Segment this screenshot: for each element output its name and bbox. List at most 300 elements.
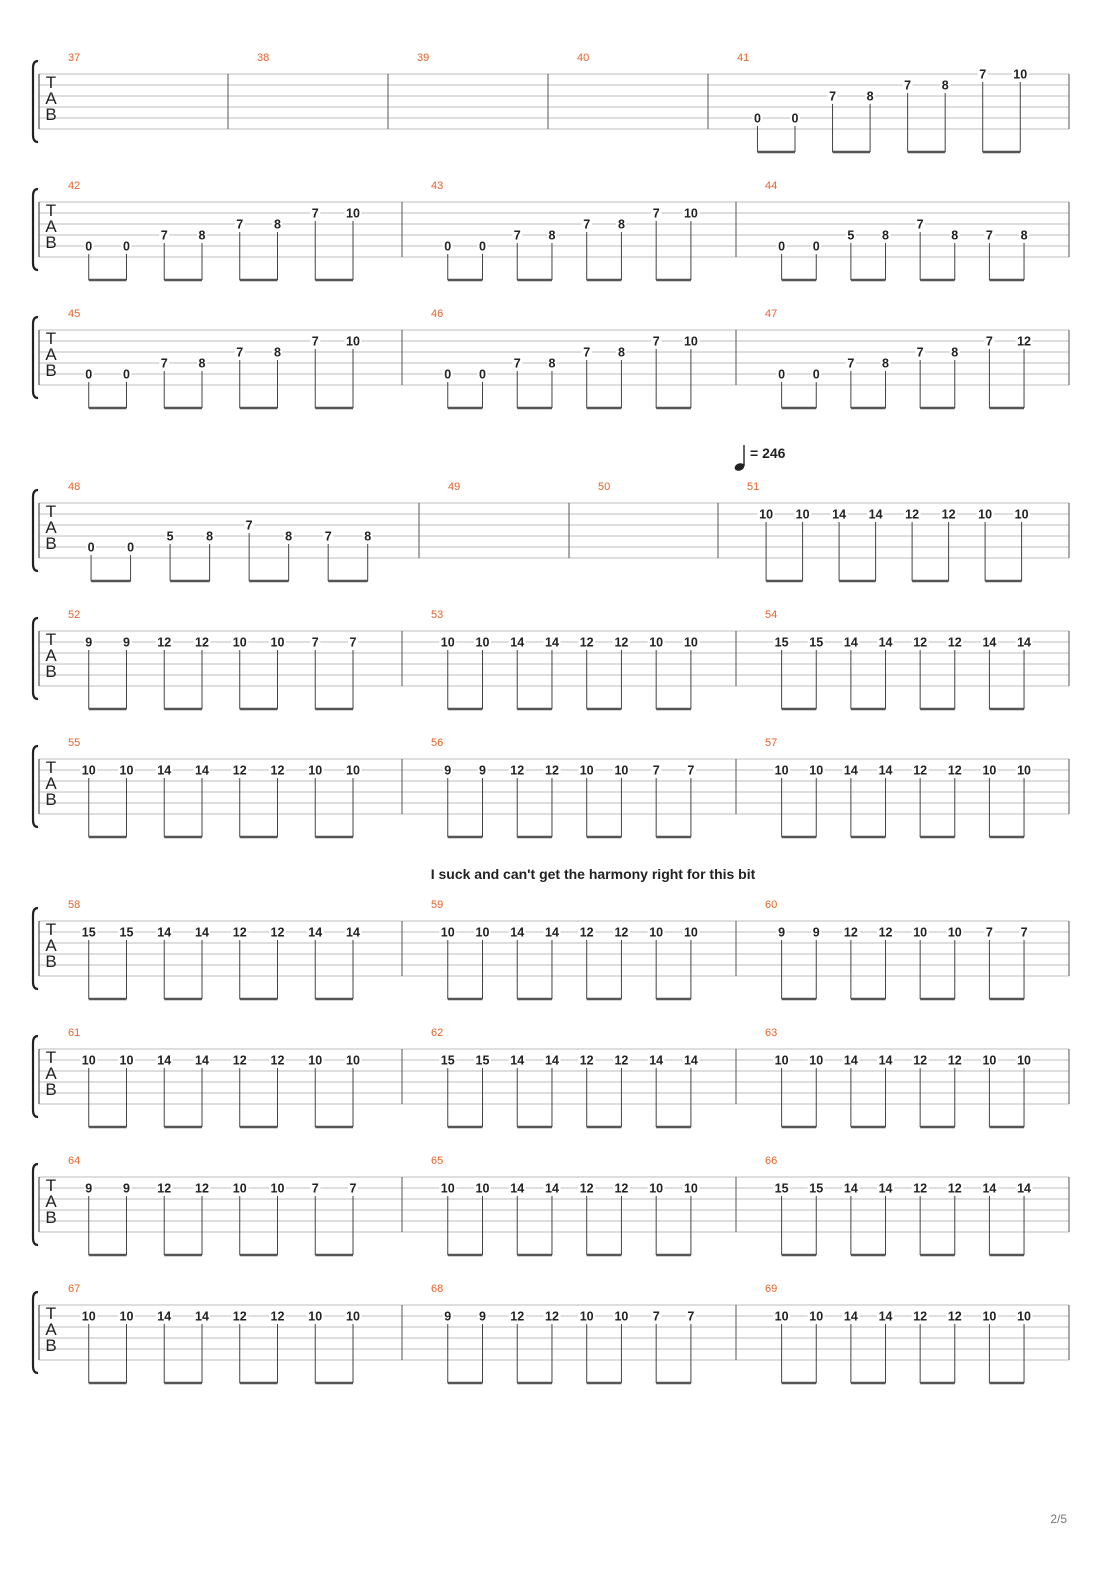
- fret-number: 10: [649, 925, 664, 940]
- measure-number: 37: [68, 52, 81, 64]
- measure-number: 44: [765, 180, 778, 192]
- fret-number: 9: [123, 1181, 130, 1196]
- fret-number: 10: [346, 763, 360, 778]
- fret-number: 15: [81, 925, 96, 940]
- fret-number: 14: [157, 1309, 172, 1324]
- fret-number: 10: [346, 1053, 360, 1068]
- fret-number: 12: [579, 1181, 594, 1196]
- tempo-label: = 246: [750, 445, 786, 461]
- fret-number: 7: [311, 206, 319, 221]
- fret-number: 7: [1020, 925, 1028, 940]
- fret-number: 10: [614, 1309, 629, 1324]
- fret-number: 0: [444, 367, 452, 382]
- fret-number: 14: [868, 507, 883, 522]
- fret-number: 12: [232, 1053, 247, 1068]
- fret-number: 10: [795, 507, 810, 522]
- fret-number: 8: [951, 345, 959, 360]
- fret-number: 0: [778, 239, 786, 254]
- fret-number: 7: [311, 334, 319, 349]
- fret-number: 8: [941, 78, 949, 93]
- fret-number: 7: [583, 345, 591, 360]
- fret-number: 14: [545, 925, 559, 940]
- tab-clef-letter: A: [45, 89, 57, 108]
- fret-number: 15: [809, 1181, 824, 1196]
- fret-number: 0: [812, 239, 820, 254]
- measure-number: 40: [577, 52, 590, 64]
- measure: [431, 1027, 699, 1127]
- fret-number: 10: [475, 635, 490, 650]
- fret-number: 15: [475, 1053, 490, 1068]
- staff-system: [33, 899, 1069, 999]
- fret-number: 14: [878, 763, 893, 778]
- fret-number: 5: [847, 228, 855, 243]
- fret-number: 5: [166, 529, 174, 544]
- fret-number: 14: [843, 763, 858, 778]
- measure: [765, 180, 1029, 280]
- tab-clef-letter: B: [45, 534, 57, 553]
- tab-clef-letter: B: [45, 1208, 57, 1227]
- fret-number: 10: [809, 1053, 824, 1068]
- measure-number: 43: [431, 180, 444, 192]
- measure-number: 54: [765, 609, 778, 621]
- measure-number: 69: [765, 1283, 778, 1295]
- fret-number: 10: [232, 1181, 247, 1196]
- fret-number: 12: [947, 763, 962, 778]
- measure-number: 58: [68, 899, 81, 911]
- fret-number: 7: [847, 356, 855, 371]
- fret-number: 14: [157, 925, 172, 940]
- fret-number: 7: [513, 228, 521, 243]
- fret-number: 15: [774, 1181, 789, 1196]
- measure-number: 55: [68, 737, 81, 749]
- fret-number: 0: [479, 239, 486, 254]
- tab-clef-letter: T: [45, 1304, 57, 1323]
- fret-number: 10: [683, 925, 698, 940]
- fret-number: 0: [753, 111, 761, 126]
- fret-number: 9: [123, 635, 130, 650]
- fret-number: 12: [157, 1181, 172, 1196]
- measure-number: 41: [737, 52, 750, 64]
- measure-number: 57: [765, 737, 778, 749]
- measure-number: 65: [431, 1155, 444, 1167]
- measure: [431, 1155, 699, 1255]
- fret-number: 12: [510, 763, 525, 778]
- measure-number: 45: [68, 308, 81, 320]
- fret-number: 10: [346, 334, 360, 349]
- fret-number: 12: [579, 925, 594, 940]
- measure: [448, 481, 460, 493]
- fret-number: 14: [545, 1053, 559, 1068]
- fret-number: 10: [308, 763, 323, 778]
- fret-number: 8: [548, 228, 556, 243]
- fret-number: 12: [270, 1309, 285, 1324]
- tab-clef-letter: B: [45, 1336, 57, 1355]
- fret-number: 14: [1017, 1181, 1031, 1196]
- fret-number: 7: [687, 1309, 695, 1324]
- fret-number: 7: [985, 334, 993, 349]
- fret-number: 8: [617, 345, 625, 360]
- fret-number: 0: [85, 367, 93, 382]
- tab-clef-letter: T: [45, 73, 57, 92]
- tab-clef-letter: A: [45, 518, 57, 537]
- fret-number: 10: [947, 925, 962, 940]
- fret-number: 8: [617, 217, 625, 232]
- fret-number: 12: [614, 1181, 629, 1196]
- measure: [68, 899, 361, 999]
- tab-clef-letter: T: [45, 920, 57, 939]
- fret-number: 10: [475, 1181, 490, 1196]
- fret-number: 10: [440, 1181, 455, 1196]
- fret-number: 12: [1017, 334, 1031, 349]
- fret-number: 10: [1017, 763, 1031, 778]
- fret-number: 10: [579, 763, 594, 778]
- staff-system: [33, 481, 1069, 581]
- tab-clef-letter: B: [45, 361, 57, 380]
- tab-clef-letter: B: [45, 105, 57, 124]
- fret-number: 14: [649, 1053, 664, 1068]
- staff-system: [33, 180, 1069, 280]
- fret-number: 7: [349, 635, 357, 650]
- fret-number: 12: [941, 507, 956, 522]
- tab-clef-letter: A: [45, 774, 57, 793]
- systems-layer: [33, 52, 1069, 1383]
- fret-number: 14: [195, 1053, 209, 1068]
- tab-clef-letter: B: [45, 662, 57, 681]
- fret-number: 14: [157, 763, 172, 778]
- tab-clef-letter: T: [45, 1176, 57, 1195]
- fret-number: 12: [510, 1309, 525, 1324]
- measure-number: 62: [431, 1027, 444, 1039]
- fret-number: 14: [195, 1309, 209, 1324]
- fret-number: 7: [160, 356, 168, 371]
- fret-number: 10: [759, 507, 774, 522]
- fret-number: 0: [127, 540, 135, 555]
- fret-number: 12: [843, 925, 858, 940]
- fret-number: 9: [444, 763, 452, 778]
- fret-number: 9: [85, 1181, 93, 1196]
- fret-number: 12: [270, 925, 285, 940]
- tab-clef-letter: T: [45, 329, 57, 348]
- fret-number: 7: [652, 1309, 660, 1324]
- fret-number: 9: [778, 925, 786, 940]
- fret-number: 10: [1014, 507, 1029, 522]
- fret-number: 0: [85, 239, 93, 254]
- measure: [431, 1283, 696, 1383]
- fret-number: 10: [1013, 67, 1028, 82]
- fret-number: 7: [311, 1181, 319, 1196]
- fret-number: 12: [878, 925, 893, 940]
- measure-number: 59: [431, 899, 444, 911]
- fret-number: 10: [978, 507, 993, 522]
- measure: [765, 1155, 1033, 1255]
- fret-number: 12: [947, 1181, 962, 1196]
- fret-number: 7: [236, 217, 244, 232]
- staff-system: [33, 52, 1069, 152]
- staff-system: [33, 1027, 1069, 1127]
- fret-number: 7: [583, 217, 591, 232]
- fret-number: 7: [904, 78, 912, 93]
- fret-number: 14: [510, 635, 525, 650]
- fret-number: 8: [285, 529, 293, 544]
- fret-number: 10: [346, 1309, 360, 1324]
- staff-system: [33, 737, 1069, 837]
- fret-number: 12: [270, 1053, 285, 1068]
- fret-number: 10: [270, 1181, 285, 1196]
- fret-number: 14: [195, 925, 209, 940]
- tab-clef-letter: T: [45, 201, 57, 220]
- measure: [68, 1027, 361, 1127]
- fret-number: 15: [119, 925, 134, 940]
- fret-number: 10: [774, 1309, 789, 1324]
- measure: [68, 52, 80, 64]
- measure: [431, 737, 696, 837]
- fret-number: 7: [652, 763, 660, 778]
- fret-number: 0: [123, 239, 130, 254]
- fret-number: 14: [832, 507, 847, 522]
- fret-number: 10: [346, 206, 360, 221]
- fret-number: 10: [440, 635, 455, 650]
- fret-number: 10: [81, 763, 96, 778]
- measure: [68, 180, 361, 280]
- fret-number: 10: [440, 925, 455, 940]
- fret-number: 14: [346, 925, 360, 940]
- fret-number: 7: [324, 529, 332, 544]
- tab-clef-letter: B: [45, 790, 57, 809]
- measure: [765, 609, 1033, 709]
- tab-clef-letter: A: [45, 1320, 57, 1339]
- fret-number: 9: [812, 925, 820, 940]
- measure-number: 39: [417, 52, 430, 64]
- system-bracket: [33, 1036, 38, 1117]
- fret-number: 8: [206, 529, 214, 544]
- system-bracket: [33, 1292, 38, 1373]
- fret-number: 12: [913, 1053, 928, 1068]
- measure: [68, 737, 361, 837]
- measure-number: 42: [68, 180, 81, 192]
- fret-number: 12: [913, 635, 928, 650]
- page-number: 2/5: [1050, 1512, 1067, 1526]
- staff-system: [33, 308, 1069, 408]
- fret-number: 12: [913, 1181, 928, 1196]
- fret-number: 14: [843, 1053, 858, 1068]
- fret-number: 10: [579, 1309, 594, 1324]
- measure-number: 46: [431, 308, 444, 320]
- fret-number: 10: [982, 763, 997, 778]
- system-bracket: [33, 1164, 38, 1245]
- staff-system: [33, 609, 1069, 709]
- system-bracket: [33, 746, 38, 827]
- fret-number: 7: [513, 356, 521, 371]
- measure-number: 51: [747, 481, 760, 493]
- fret-number: 0: [778, 367, 786, 382]
- quarter-note-icon: [734, 445, 746, 472]
- fret-number: 14: [545, 635, 559, 650]
- fret-number: 10: [683, 1181, 698, 1196]
- fret-number: 10: [308, 1053, 323, 1068]
- fret-number: 8: [882, 356, 889, 371]
- fret-number: 7: [236, 345, 244, 360]
- tab-clef-letter: B: [45, 1080, 57, 1099]
- fret-number: 10: [1017, 1309, 1031, 1324]
- fret-number: 9: [479, 763, 486, 778]
- fret-number: 8: [866, 89, 874, 104]
- measure-number: 68: [431, 1283, 444, 1295]
- fret-number: 15: [774, 635, 789, 650]
- fret-number: 10: [683, 635, 698, 650]
- system-bracket: [33, 618, 38, 699]
- fret-number: 7: [160, 228, 168, 243]
- measure-number: 61: [68, 1027, 81, 1039]
- fret-number: 14: [195, 763, 209, 778]
- tab-clef-letter: B: [45, 233, 57, 252]
- tab-clef-letter: A: [45, 345, 57, 364]
- fret-number: 10: [683, 206, 698, 221]
- measure: [417, 52, 429, 64]
- fret-number: 15: [809, 635, 824, 650]
- fret-number: 10: [649, 635, 664, 650]
- measure-number: 48: [68, 481, 81, 493]
- fret-number: 0: [479, 367, 486, 382]
- text-annotation: I suck and can't get the harmony right for this bit: [430, 866, 756, 882]
- measure: [765, 308, 1033, 408]
- fret-number: 12: [232, 925, 247, 940]
- fret-number: 7: [916, 345, 924, 360]
- fret-number: 10: [232, 635, 247, 650]
- measure: [577, 52, 589, 64]
- fret-number: 15: [440, 1053, 455, 1068]
- fret-number: 8: [274, 345, 281, 360]
- fret-number: 12: [913, 1309, 928, 1324]
- measure: [431, 609, 699, 709]
- system-bracket: [33, 189, 38, 270]
- fret-number: 8: [364, 529, 372, 544]
- fret-number: 14: [545, 1181, 559, 1196]
- measure: [68, 1283, 361, 1383]
- measure: [765, 899, 1029, 999]
- fret-number: 10: [982, 1053, 997, 1068]
- measure: [431, 180, 699, 280]
- measure: [747, 481, 1030, 581]
- fret-number: 7: [687, 763, 695, 778]
- fret-number: 7: [979, 67, 987, 82]
- fret-number: 12: [947, 635, 962, 650]
- fret-number: 14: [683, 1053, 698, 1068]
- measure-number: 66: [765, 1155, 778, 1167]
- fret-number: 12: [232, 763, 247, 778]
- measure-number: 47: [765, 308, 778, 320]
- fret-number: 9: [85, 635, 93, 650]
- tab-clef-letter: B: [45, 952, 57, 971]
- tab-clef-letter: A: [45, 936, 57, 955]
- fret-number: 8: [198, 228, 206, 243]
- fret-number: 14: [510, 1053, 525, 1068]
- measure: [765, 1283, 1033, 1383]
- fret-number: 7: [311, 635, 319, 650]
- tab-clef-letter: T: [45, 502, 57, 521]
- measure: [765, 737, 1033, 837]
- fret-number: 10: [119, 1309, 134, 1324]
- fret-number: 10: [774, 763, 789, 778]
- fret-number: 12: [545, 763, 559, 778]
- fret-number: 12: [947, 1053, 962, 1068]
- staff-system: [33, 1283, 1069, 1383]
- fret-number: 8: [882, 228, 889, 243]
- fret-number: 14: [157, 1053, 172, 1068]
- fret-number: 12: [270, 763, 285, 778]
- fret-number: 7: [829, 89, 837, 104]
- fret-number: 10: [119, 1053, 134, 1068]
- fret-number: 10: [774, 1053, 789, 1068]
- fret-number: 7: [985, 925, 993, 940]
- measure: [68, 609, 358, 709]
- fret-number: 12: [195, 1181, 209, 1196]
- fret-number: 10: [308, 1309, 323, 1324]
- measure-number: 63: [765, 1027, 778, 1039]
- system-bracket: [33, 61, 38, 142]
- tab-clef-letter: A: [45, 1192, 57, 1211]
- fret-number: 10: [81, 1053, 96, 1068]
- fret-number: 7: [349, 1181, 357, 1196]
- fret-number: 10: [683, 334, 698, 349]
- fret-number: 14: [878, 1309, 893, 1324]
- fret-number: 12: [913, 763, 928, 778]
- tab-clef-letter: T: [45, 758, 57, 777]
- measure: [737, 52, 1029, 152]
- measure: [68, 1155, 358, 1255]
- fret-number: 10: [1017, 1053, 1031, 1068]
- measure-number: 67: [68, 1283, 81, 1295]
- measure-number: 50: [598, 481, 611, 493]
- fret-number: 8: [1020, 228, 1028, 243]
- measure-number: 38: [257, 52, 270, 64]
- fret-number: 12: [614, 1053, 629, 1068]
- measure: [765, 1027, 1033, 1127]
- fret-number: 14: [510, 925, 525, 940]
- fret-number: 10: [475, 925, 490, 940]
- measure-number: 53: [431, 609, 444, 621]
- tab-clef-letter: A: [45, 1064, 57, 1083]
- fret-number: 14: [1017, 635, 1031, 650]
- fret-number: 0: [444, 239, 452, 254]
- fret-number: 12: [195, 635, 209, 650]
- fret-number: 12: [614, 635, 629, 650]
- fret-number: 0: [791, 111, 799, 126]
- tab-clef-letter: A: [45, 646, 57, 665]
- measure: [431, 899, 699, 999]
- fret-number: 14: [878, 1053, 893, 1068]
- measure-number: 64: [68, 1155, 81, 1167]
- fret-number: 10: [982, 1309, 997, 1324]
- fret-number: 7: [985, 228, 993, 243]
- fret-number: 10: [81, 1309, 96, 1324]
- measure-number: 52: [68, 609, 81, 621]
- fret-number: 14: [982, 1181, 997, 1196]
- tempo-marking: [734, 445, 786, 472]
- tab-clef-letter: A: [45, 217, 57, 236]
- fret-number: 8: [274, 217, 281, 232]
- fret-number: 9: [444, 1309, 452, 1324]
- fret-number: 14: [982, 635, 997, 650]
- fret-number: 14: [878, 1181, 893, 1196]
- fret-number: 12: [947, 1309, 962, 1324]
- fret-number: 0: [87, 540, 95, 555]
- fret-number: 7: [652, 334, 660, 349]
- fret-number: 7: [652, 206, 660, 221]
- fret-number: 10: [913, 925, 928, 940]
- fret-number: 10: [809, 763, 824, 778]
- system-bracket: [33, 908, 38, 989]
- measure-number: 56: [431, 737, 444, 749]
